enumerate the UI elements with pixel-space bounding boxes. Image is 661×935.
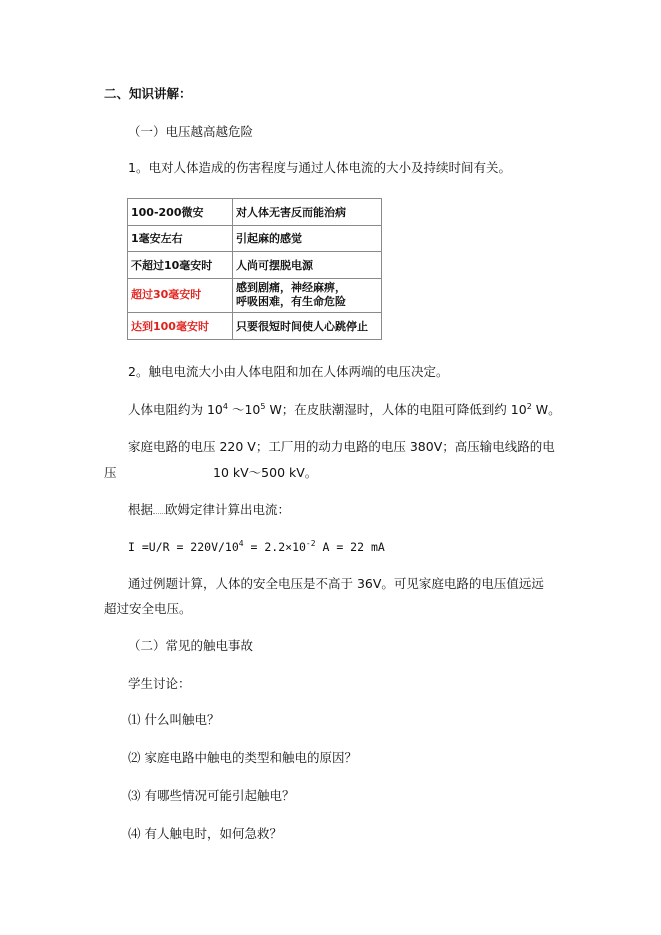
- section-heading: 二、知识讲解：: [104, 86, 192, 101]
- current-cell: 达到100毫安时: [128, 313, 233, 340]
- question-item: ⑴ 什么叫触电？: [128, 712, 220, 727]
- paragraph-body-resistance: 人体电阻约为 $10^4$ $\sim 10^5$ W；在皮肤潮湿时，人体的电阻可降低到约 $10^2$ W。: [128, 402, 561, 417]
- paragraph-voltages-line2b: 10 kV～500 kV。: [213, 465, 318, 480]
- question-item: ⑶ 有哪些情况可能引起触电？: [128, 788, 295, 803]
- current-cell: 超过30毫安时: [128, 278, 233, 313]
- effect-line: 呼吸困难，有生命危险: [236, 295, 346, 309]
- effect-cell: 只要很短时间使人心跳停止: [233, 313, 382, 340]
- paragraph-current-factors: 2。触电电流大小由人体电阻和加在人体两端的电压决定。: [128, 364, 449, 379]
- paragraph-harm-factors: 1。电对人体造成的伤害程度与通过人体电流的大小及持续时间有关。: [128, 160, 511, 175]
- effect-cell: 对人体无害反而能治病: [233, 199, 382, 226]
- current-cell: 不超过10毫安时: [128, 252, 233, 279]
- subsection-title-accidents: （二）常见的触电事故: [128, 638, 254, 653]
- effect-line: 感到剧痛，神经麻痹，: [236, 281, 346, 295]
- table-row: [128, 225, 382, 252]
- paragraph-safe-voltage-line1: 通过例题计算，人体的安全电压是不高于 36V。可见家庭电路的电压值远远: [128, 576, 544, 591]
- current-cell: 100-200微安: [128, 199, 233, 226]
- current-effect-table: [127, 198, 382, 340]
- subsection-title-voltage-danger: （一）电压越高越危险: [128, 124, 254, 139]
- paragraph-voltages-line2a: 压: [104, 465, 117, 480]
- table-row: [128, 199, 382, 226]
- paragraph-ohm-law: 根据 欧姆定律计算出电流：: [128, 502, 291, 517]
- table-row: [128, 313, 382, 340]
- effect-cell: [233, 278, 382, 313]
- discussion-label: 学生讨论：: [128, 676, 191, 691]
- effect-cell: 人尚可摆脱电源: [233, 252, 382, 279]
- current-cell: 1毫安左右: [128, 225, 233, 252]
- question-item: ⑷ 有人触电时，如何急救？: [128, 826, 282, 841]
- table-row: [128, 278, 382, 313]
- table-row: [128, 252, 382, 279]
- effect-cell: 引起麻的感觉: [233, 225, 382, 252]
- current-formula: $I =U/R = 220V/10^4 = 2.2\times 10^{-2}$ A = 22 mA: [128, 539, 385, 554]
- paragraph-safe-voltage-line2: 超过安全电压。: [104, 601, 192, 616]
- paragraph-voltages-line1: 家庭电路的电压 220 V；工厂用的动力电路的电压 380V；高压输电线路的电: [128, 439, 555, 454]
- question-item: ⑵ 家庭电路中触电的类型和触电的原因？: [128, 750, 357, 765]
